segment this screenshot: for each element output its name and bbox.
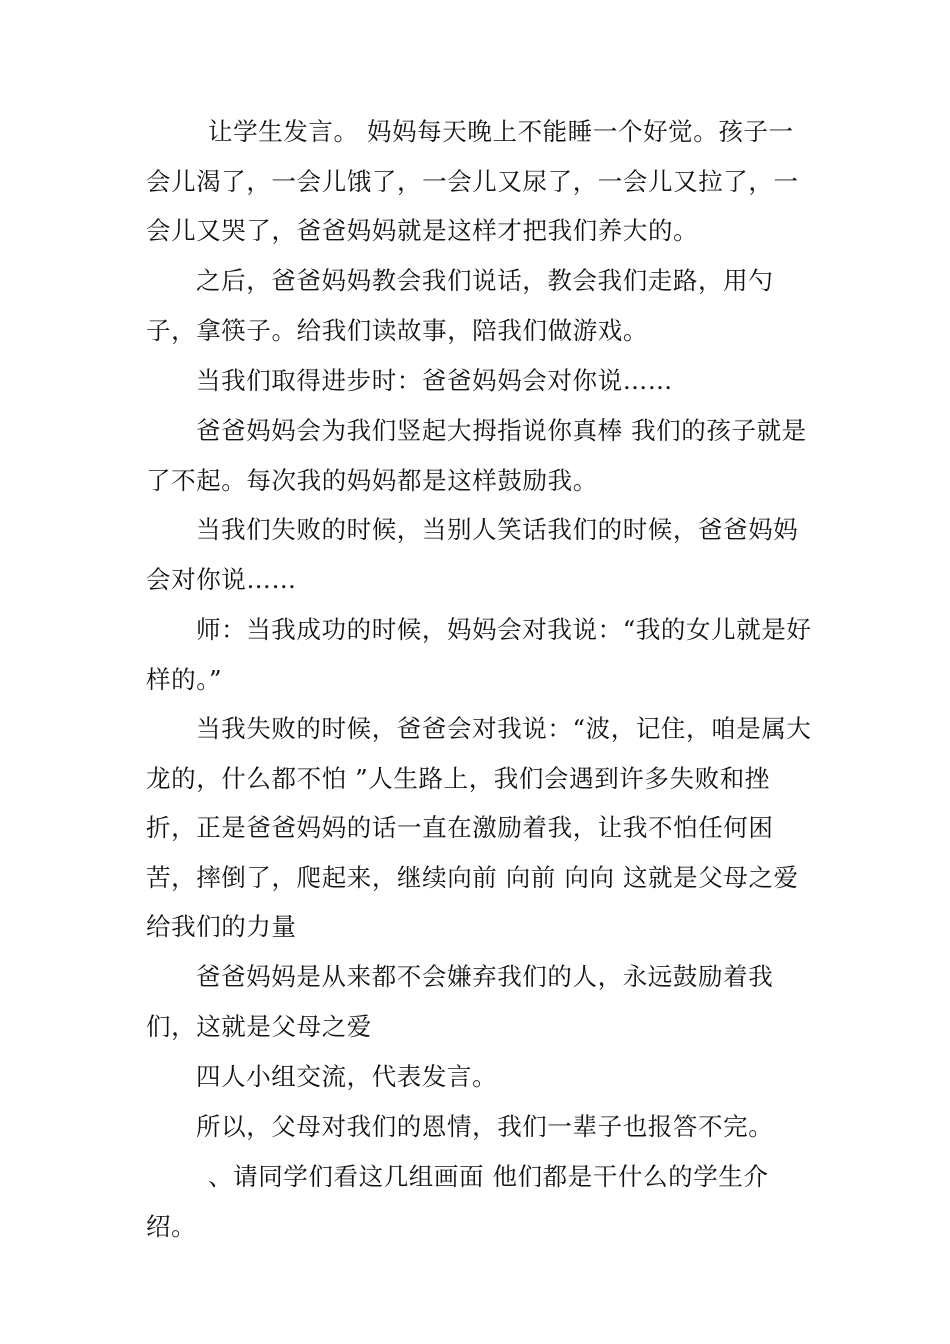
paragraph-4: 爸爸妈妈会为我们竖起大拇指说你真棒 我们的孩子就是了不起。每次我的妈妈都是这样鼓励我。 <box>146 416 807 495</box>
paragraph-2: 之后，爸爸妈妈教会我们说话，教会我们走路，用勺子，拿筷子。给我们读故事，陪我们做游戏。 <box>146 266 774 345</box>
paragraph-10: 所以，父母对我们的恩情，我们一辈子也报答不完。 <box>196 1112 774 1141</box>
paragraph-7: 当我失败的时候，爸爸会对我说：“波，记住，咱是属大龙的，什么都不怕 ”人生路上，我们会遇到许多失败和挫折，正是爸爸妈妈的话一直在激励着我，让我不怕任何困苦，摔倒了，爬起来，继续向前 向前 向向 这就是父母之爱给我们的力量 <box>146 714 812 941</box>
paragraph-3: 当我们取得进步时：爸爸妈妈会对你说…… <box>196 366 673 395</box>
paragraph-5: 当我们失败的时候，当别人笑话我们的时候，爸爸妈妈会对你说…… <box>146 515 799 594</box>
paragraph-11: 、请同学们看这几组画面 他们都是干什么的学生介绍。 <box>146 1162 769 1241</box>
paragraph-9: 四人小组交流，代表发言。 <box>196 1062 498 1091</box>
paragraph-1: 让学生发言。 妈妈每天晚上不能睡一个好觉。孩子一会儿渴了，一会儿饿了，一会儿又尿了，一会儿又拉了，一会儿又哭了，爸爸妈妈就是这样才把我们养大的。 <box>146 117 799 245</box>
paragraph-8: 爸爸妈妈是从来都不会嫌弃我们的人，永远鼓励着我们，这就是父母之爱 <box>146 962 774 1041</box>
paragraph-6: 师：当我成功的时候，妈妈会对我说：“我的女儿就是好样的。” <box>146 615 812 694</box>
